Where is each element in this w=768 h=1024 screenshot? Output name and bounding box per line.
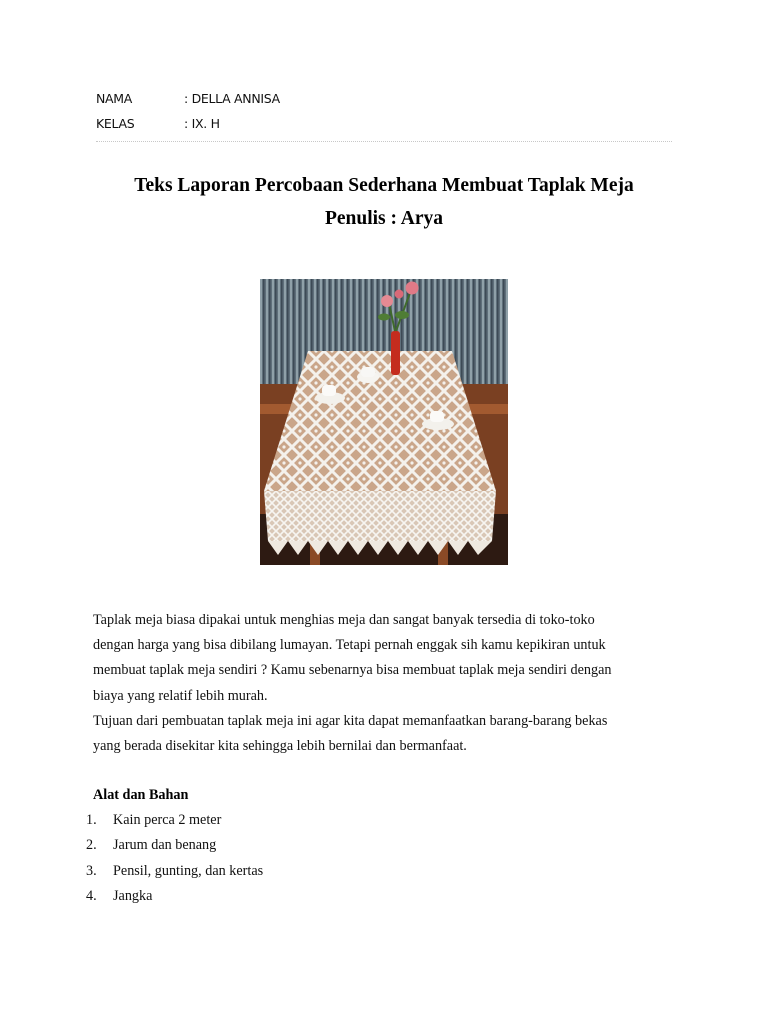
list-number: 1.	[86, 812, 97, 829]
name-value: : DELLA ANNISA	[184, 91, 280, 106]
header-divider	[96, 141, 672, 142]
list-number: 3.	[86, 862, 97, 879]
list-item	[86, 884, 263, 909]
list-text: Jangka	[113, 888, 153, 905]
list-item	[86, 833, 263, 858]
class-value: : IX. H	[184, 116, 220, 131]
body-line: membuat taplak meja sendiri ? Kamu sebenarnya bisa membuat taplak meja sendiri dengan	[93, 662, 612, 679]
document-title: Teks Laporan Percobaan Sederhana Membuat Taplak Meja	[134, 175, 634, 196]
list-text: Pensil, gunting, dan kertas	[113, 862, 264, 879]
name-label: NAMA	[96, 91, 133, 106]
body-line: Taplak meja biasa dipakai untuk menghias meja dan sangat banyak tersedia di toko-toko	[93, 612, 595, 628]
class-row	[96, 111, 280, 136]
document-author: Penulis : Arya	[324, 208, 444, 229]
list-item	[86, 859, 263, 884]
body-line: biaya yang relatif lebih murah.	[93, 687, 268, 704]
tablecloth-photo	[260, 279, 508, 565]
list-text: Jarum dan benang	[113, 837, 217, 854]
body-line: yang berada disekitar kita sehingga lebih bernilai dan bermanfaat.	[93, 738, 467, 755]
class-label: KELAS	[96, 116, 135, 131]
list-text: Kain perca 2 meter	[113, 812, 222, 829]
materials-list	[86, 808, 263, 909]
name-row	[96, 86, 280, 111]
materials-heading: Alat dan Bahan	[93, 787, 189, 803]
body-line: Tujuan dari pembuatan taplak meja ini agar kita dapat memanfaatkan barang-barang bekas	[93, 712, 608, 729]
student-info	[96, 86, 280, 136]
list-number: 2.	[86, 837, 97, 854]
body-line: dengan harga yang bisa dibilang lumayan. Tetapi pernah enggak sih kamu kepikiran untuk	[93, 637, 606, 654]
list-number: 4.	[86, 888, 97, 905]
introduction-paragraph	[93, 608, 683, 759]
list-item	[86, 808, 263, 833]
